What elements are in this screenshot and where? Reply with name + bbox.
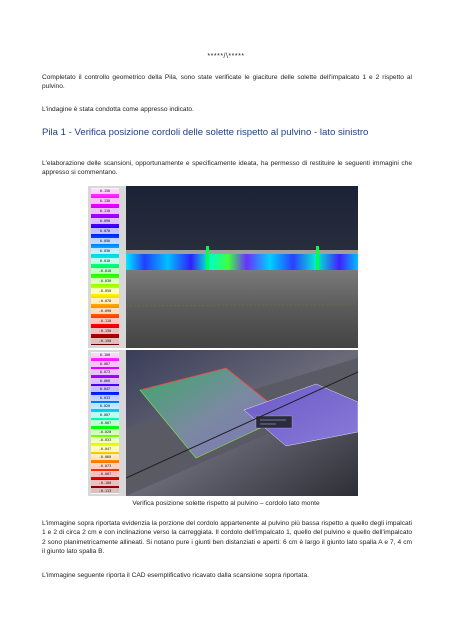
scale-label: 0.047 (91, 386, 119, 392)
scale-label: 0.150 (91, 188, 119, 194)
figure-caption: Verifica posizione solette rispetto al pulvino – cordolo lato monte (132, 500, 320, 507)
intro-paragraph: Completato il controllo geometrico della Pila, sono state verificate le giaciture delle solette dell'impalcato 1 e 2 rispetto al pulvino. (42, 74, 412, 91)
scale-label: 0.087 (91, 361, 119, 367)
scale-label: 0.050 (91, 238, 119, 244)
scale-label: 0.020 (91, 403, 119, 409)
scale-label: 0.070 (91, 228, 119, 234)
scale-label: -0.090 (91, 308, 119, 314)
scale-label: -0.087 (91, 471, 119, 477)
scale-label: 0.110 (91, 208, 119, 214)
bottom-color-scale (88, 350, 126, 496)
method-paragraph: L'indagine è stata condotta come appresso indicato. (42, 106, 194, 113)
elaboration-paragraph: L'elaborazione delle scansioni, opportunamente e specificamente ideata, ha permesso di restituire le seguenti immagini che appresso si commentano. (42, 160, 412, 177)
scale-label: 0.033 (91, 395, 119, 401)
section-heading: Pila 1 - Verifica posizione cordoli delle solette rispetto al pulvino - lato sinistro (42, 127, 369, 138)
top-scan-panel (88, 186, 358, 348)
scale-label: -0.070 (91, 298, 119, 304)
scale-label: 0.030 (91, 248, 119, 254)
scale-label: -0.130 (91, 328, 119, 334)
scale-label: -0.050 (91, 288, 119, 294)
scale-label: -0.010 (91, 268, 119, 274)
measurement-tooltip (256, 416, 292, 428)
scale-label: -0.047 (91, 446, 119, 452)
scale-label: -0.110 (91, 318, 119, 324)
deck-surface (126, 270, 358, 348)
curb-edge (126, 250, 358, 254)
comment-paragraph: L'immagine sopra riportata evidenzia la porzione del cordolo appartenente al pulvino più bassa rispetto a quello degli impalcati 1 e 2 di circa 2 cm e con inclinazione verso la carreggiata. Il cordolo dell'impalcato 1, quello del pulvino e quello dell'impalcato 2 sono planimetricamente allineati. Si notano pure i giunti ben distanziati e aperti: 6 cm è largo il giunto lato spalla A e 7, 4 cm il giunto lato spalla B. (42, 520, 412, 556)
next-paragraph: L'immagine seguente riporta il CAD esemplificativo ricavato dalla scansione sopra riportata. (42, 572, 309, 579)
scale-label: -0.007 (91, 420, 119, 426)
scan-figure (88, 186, 358, 496)
scale-label: 0.100 (91, 352, 119, 358)
scale-label: -0.150 (91, 338, 119, 344)
top-color-scale (88, 186, 126, 348)
scale-label: -0.030 (91, 278, 119, 284)
deviation-heatmap-strip (126, 254, 358, 270)
scale-label: -0.073 (91, 463, 119, 469)
section-separator: *****/\***** (207, 53, 245, 60)
bottom-scan-view (126, 350, 358, 496)
scale-label: 0.073 (91, 369, 119, 375)
scale-label: 0.010 (91, 258, 119, 264)
top-scan-view (126, 186, 358, 348)
joint-marker (206, 246, 209, 274)
scale-label: -0.020 (91, 429, 119, 435)
scale-label: -0.033 (91, 437, 119, 443)
scale-label: 0.060 (91, 378, 119, 384)
scale-label: -0.100 (91, 480, 119, 486)
scale-label: -0.060 (91, 454, 119, 460)
bottom-scan-panel (88, 350, 358, 496)
scale-label: 0.130 (91, 198, 119, 204)
joint-marker (316, 246, 319, 274)
scale-label: -0.113 (91, 488, 119, 494)
scale-label: 0.007 (91, 412, 119, 418)
scale-label: 0.090 (91, 218, 119, 224)
